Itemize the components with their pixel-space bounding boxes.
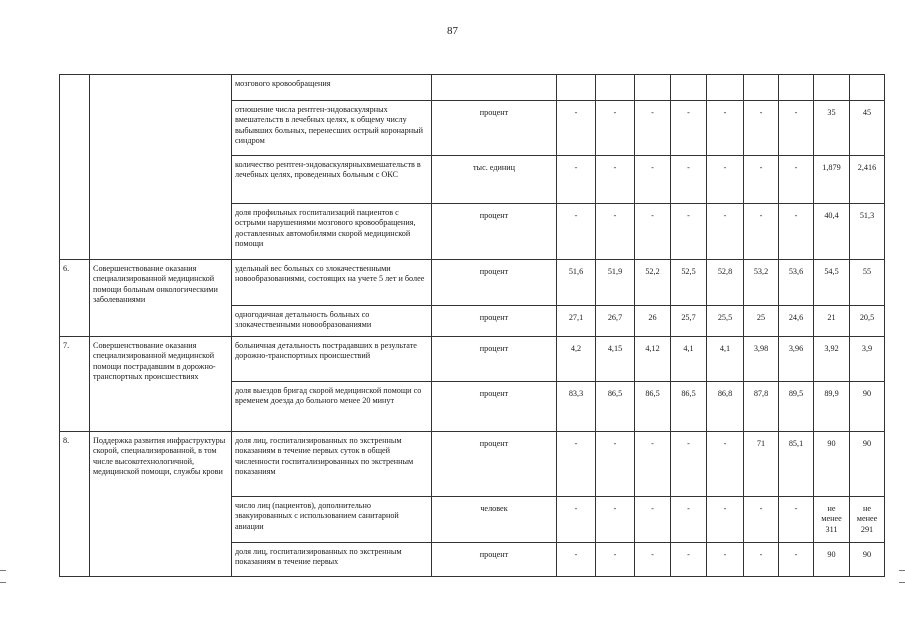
indicator-cell: число лиц (пациентов), дополнительно эвакуированных с использованием санитарной авиации (232, 497, 432, 543)
value-cell: - (635, 497, 671, 543)
value-cell: 71 (744, 432, 779, 497)
value-cell: - (557, 101, 596, 156)
indicator-cell: количество рентген-эндоваскулярныхвмешательств в лечебных целях, проведенных больным с ОКС (232, 156, 432, 204)
value-cell: 53,2 (744, 260, 779, 306)
table-row (60, 75, 885, 101)
value-cell: 25,7 (671, 306, 707, 337)
group-index: 6. (60, 260, 90, 337)
value-cell: 4,15 (596, 337, 635, 382)
unit-cell: процент (432, 101, 557, 156)
group-index: 8. (60, 432, 90, 577)
value-cell: - (707, 432, 744, 497)
group-name: Совершенствование оказания специализированной медицинской помощи пострадавшим в дорожно-транспортных происшествиях (90, 337, 232, 432)
value-cell: 90 (850, 382, 885, 432)
data-table (59, 74, 885, 577)
value-cell (814, 75, 850, 101)
value-cell: - (635, 432, 671, 497)
value-cell (596, 75, 635, 101)
value-cell: 26,7 (596, 306, 635, 337)
value-cell (850, 75, 885, 101)
value-cell: - (779, 156, 814, 204)
indicator-cell: больничная детальность пострадавших в результате дорожно-транспортных происшествий (232, 337, 432, 382)
value-cell: не менее 291 (850, 497, 885, 543)
value-cell: 45 (850, 101, 885, 156)
unit-cell: человек (432, 497, 557, 543)
edge-mark (899, 570, 905, 571)
value-cell: 87,8 (744, 382, 779, 432)
value-cell: - (635, 204, 671, 260)
value-cell: 86,5 (671, 382, 707, 432)
indicator-cell: доля лиц, госпитализированных по экстренным показаниям в течение первых суток в общей численности госпитализированных по экстренным показаниям (232, 432, 432, 497)
value-cell: - (635, 156, 671, 204)
value-cell: - (557, 204, 596, 260)
indicator-cell: удельный вес больных со злокачественными новообразованиями, состоящих на учете 5 лет и более (232, 260, 432, 306)
value-cell: 86,5 (596, 382, 635, 432)
unit-cell: процент (432, 204, 557, 260)
value-cell: 3,96 (779, 337, 814, 382)
value-cell: - (744, 497, 779, 543)
value-cell: - (707, 156, 744, 204)
value-cell: 4,2 (557, 337, 596, 382)
table-row (60, 432, 885, 497)
value-cell: 27,1 (557, 306, 596, 337)
indicator-cell: доля выездов бригад скорой медицинской помощи со временем доезда до больного менее 20 минут (232, 382, 432, 432)
value-cell: 86,5 (635, 382, 671, 432)
value-cell: 53,6 (779, 260, 814, 306)
value-cell: - (779, 543, 814, 577)
value-cell: 52,2 (635, 260, 671, 306)
value-cell: 26 (635, 306, 671, 337)
value-cell: 3,9 (850, 337, 885, 382)
value-cell: - (744, 204, 779, 260)
value-cell: 90 (814, 432, 850, 497)
value-cell (707, 75, 744, 101)
value-cell: 89,9 (814, 382, 850, 432)
value-cell: - (557, 497, 596, 543)
value-cell: 25,5 (707, 306, 744, 337)
value-cell: 52,5 (671, 260, 707, 306)
page-number: 87 (447, 25, 458, 37)
unit-cell: тыс. единиц (432, 156, 557, 204)
value-cell: 86,8 (707, 382, 744, 432)
value-cell: - (744, 101, 779, 156)
value-cell: 21 (814, 306, 850, 337)
value-cell: 20,5 (850, 306, 885, 337)
value-cell: - (557, 543, 596, 577)
edge-mark (899, 582, 905, 583)
value-cell: 54,5 (814, 260, 850, 306)
value-cell: - (596, 156, 635, 204)
unit-cell: процент (432, 306, 557, 337)
value-cell: - (557, 156, 596, 204)
value-cell: - (671, 101, 707, 156)
value-cell: - (779, 204, 814, 260)
value-cell: - (707, 497, 744, 543)
unit-cell (432, 75, 557, 101)
value-cell: 24,6 (779, 306, 814, 337)
table-row (60, 337, 885, 382)
value-cell: - (707, 204, 744, 260)
value-cell: 35 (814, 101, 850, 156)
value-cell: - (635, 101, 671, 156)
value-cell: - (596, 543, 635, 577)
value-cell (779, 75, 814, 101)
value-cell: - (779, 497, 814, 543)
edge-mark (0, 582, 6, 583)
value-cell: 89,5 (779, 382, 814, 432)
value-cell (635, 75, 671, 101)
value-cell: 3,92 (814, 337, 850, 382)
value-cell: 51,3 (850, 204, 885, 260)
value-cell: 4,1 (671, 337, 707, 382)
value-cell: 2,416 (850, 156, 885, 204)
indicator-cell: мозгового кровообращения (232, 75, 432, 101)
value-cell: 4,1 (707, 337, 744, 382)
group-index (60, 75, 90, 260)
value-cell: - (707, 543, 744, 577)
table-row (60, 260, 885, 306)
value-cell: - (635, 543, 671, 577)
value-cell: - (596, 101, 635, 156)
value-cell: - (671, 204, 707, 260)
value-cell: - (707, 101, 744, 156)
value-cell (744, 75, 779, 101)
value-cell: - (671, 497, 707, 543)
unit-cell: процент (432, 382, 557, 432)
value-cell (557, 75, 596, 101)
value-cell: - (596, 204, 635, 260)
value-cell: - (671, 156, 707, 204)
value-cell: - (596, 497, 635, 543)
value-cell: не менее 311 (814, 497, 850, 543)
value-cell (671, 75, 707, 101)
value-cell: 4,12 (635, 337, 671, 382)
indicator-cell: отношение числа рентген-эндоваскулярных вмешательств в лечебных целях, к общему числу выбывших больных, перенесших острый коронарный синдром (232, 101, 432, 156)
indicator-cell: одногодичная детальность больных со злокачественными новообразованиями (232, 306, 432, 337)
group-name (90, 75, 232, 260)
group-name: Поддержка развития инфраструктуры скорой, специализированной, в том числе высокотехнологичной, медицинской помощи, службы крови (90, 432, 232, 577)
value-cell: - (596, 432, 635, 497)
value-cell: 1,879 (814, 156, 850, 204)
unit-cell: процент (432, 260, 557, 306)
value-cell: 55 (850, 260, 885, 306)
value-cell: 90 (850, 543, 885, 577)
indicator-cell: доля лиц, госпитализированных по экстренным показаниям в течение первых (232, 543, 432, 577)
value-cell: 40,4 (814, 204, 850, 260)
value-cell: 3,98 (744, 337, 779, 382)
value-cell: - (744, 543, 779, 577)
group-name: Совершенствование оказания специализированной медицинской помощи больным онкологическими заболеваниями (90, 260, 232, 337)
value-cell: 51,9 (596, 260, 635, 306)
value-cell: 85,1 (779, 432, 814, 497)
unit-cell: процент (432, 337, 557, 382)
unit-cell: процент (432, 543, 557, 577)
value-cell: - (779, 101, 814, 156)
edge-mark (0, 570, 6, 571)
value-cell: - (671, 432, 707, 497)
value-cell: 25 (744, 306, 779, 337)
value-cell: 51,6 (557, 260, 596, 306)
value-cell: 52,8 (707, 260, 744, 306)
value-cell: 90 (814, 543, 850, 577)
group-index: 7. (60, 337, 90, 432)
value-cell: 90 (850, 432, 885, 497)
value-cell: - (557, 432, 596, 497)
indicator-cell: доля профильных госпитализаций пациентов с острыми нарушениями мозгового кровообращения, доставленных автомобилями скорой медицинской помощи (232, 204, 432, 260)
unit-cell: процент (432, 432, 557, 497)
value-cell: - (671, 543, 707, 577)
value-cell: 83,3 (557, 382, 596, 432)
value-cell: - (744, 156, 779, 204)
